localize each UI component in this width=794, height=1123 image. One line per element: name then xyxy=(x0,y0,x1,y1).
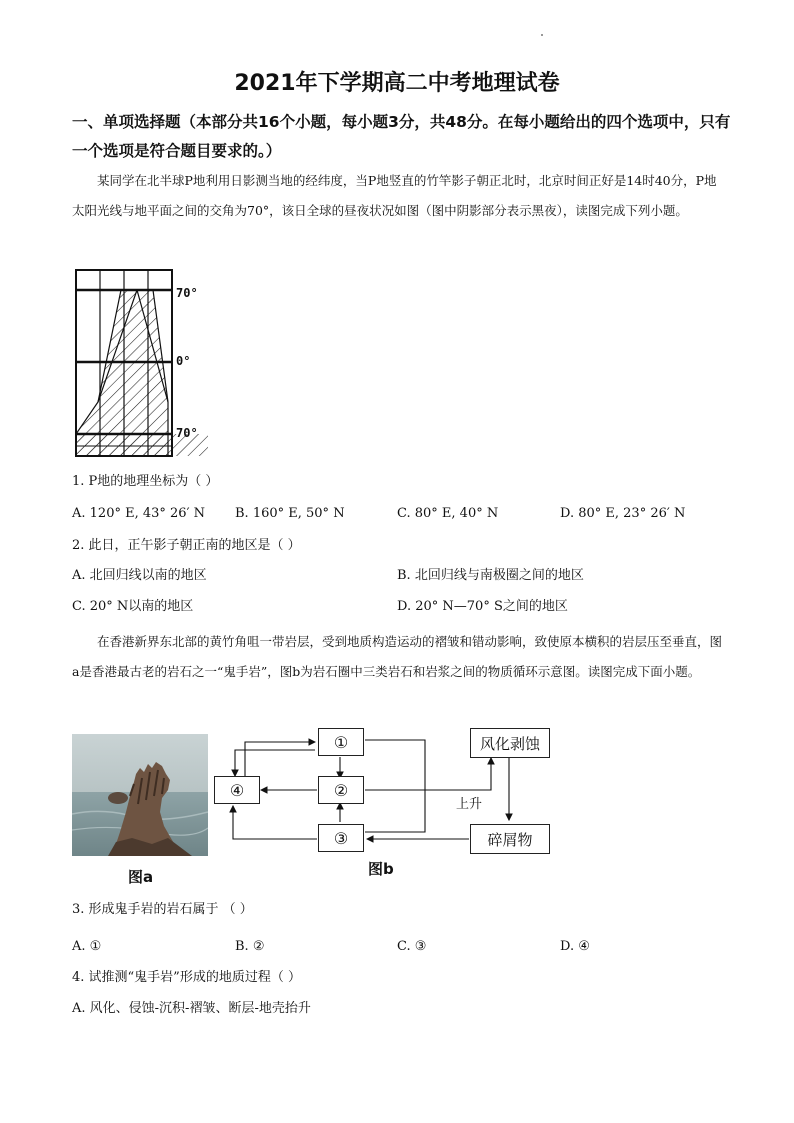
question-3-option-d[interactable]: D. ④ xyxy=(560,939,590,954)
caption-figure-b: 图b xyxy=(368,860,394,878)
question-1-option-b[interactable]: B. 160° E, 50° N xyxy=(235,506,345,521)
question-1-stem: 1. P地的地理坐标为（ ） xyxy=(72,474,219,489)
question-3-option-c[interactable]: C. ③ xyxy=(397,939,427,954)
label-70s: 70° xyxy=(176,426,198,440)
rock-box-2: ② xyxy=(318,776,364,804)
question-1-option-a[interactable]: A. 120° E, 43° 26′ N xyxy=(72,506,206,521)
uplift-label: 上升 xyxy=(456,797,483,812)
rock-box-3: ③ xyxy=(318,824,364,852)
label-70n: 70° xyxy=(176,286,198,300)
rock-box-1: ① xyxy=(318,728,364,756)
question-2-option-a[interactable]: A. 北回归线以南的地区 xyxy=(72,568,207,583)
section-heading: 一、单项选择题（本部分共16个小题，每小题3分，共48分。在每小题给出的四个选项中，只有一个选项是符合题目要求的。） xyxy=(72,113,731,160)
question-2-option-d[interactable]: D. 20° N—70° S之间的地区 xyxy=(397,599,568,614)
question-1-option-d[interactable]: D. 80° E, 23° 26′ N xyxy=(560,506,686,521)
question-2-option-b[interactable]: B. 北回归线与南极圈之间的地区 xyxy=(397,568,584,583)
label-equator: 0° xyxy=(176,354,191,368)
page-title: 2021年下学期高二中考地理试卷 xyxy=(234,71,560,96)
question-3-option-a[interactable]: A. ① xyxy=(72,939,102,954)
question-2-option-c[interactable]: C. 20° N以南的地区 xyxy=(72,599,194,614)
passage-1: 某同学在北半球P地利用日影测当地的经纬度，当P地竖直的竹竿影子朝正北时，北京时间正好是14时40分，P地太阳光线与地平面之间的交角为70°，该日全球的昼夜状况如图（图中阴影部分表示黑夜），读图完成下列小题。 xyxy=(72,173,717,218)
question-1-option-c[interactable]: C. 80° E, 40° N xyxy=(397,506,499,521)
question-4-stem: 4. 试推测“鬼手岩”形成的地质过程（ ） xyxy=(72,970,301,985)
header-dot xyxy=(541,34,543,36)
ghost-hand-rock-photo xyxy=(72,734,208,856)
passage-2: 在香港新界东北部的黄竹角咀一带岩层，受到地质构造运动的褶皱和错动影响，致使原本横积的岩层压至垂直，图a是香港最古老的岩石之一“鬼手岩”，图b为岩石圈中三类岩石和岩浆之间的物质循环示意图。读图完成下面小题。 xyxy=(72,634,723,679)
weathering-box: 风化剥蚀 xyxy=(470,728,550,758)
sediment-box: 碎屑物 xyxy=(470,824,550,854)
question-3-option-b[interactable]: B. ② xyxy=(235,939,265,954)
question-3-stem: 3. 形成鬼手岩的岩石属于 （ ） xyxy=(72,902,253,917)
night-region xyxy=(76,290,168,456)
question-2-stem: 2. 此日，正午影子朝正南的地区是（ ） xyxy=(72,538,301,553)
rock-box-4: ④ xyxy=(214,776,260,804)
question-4-option-a[interactable]: A. 风化、侵蚀-沉积-褶皱、断层-地壳抬升 xyxy=(72,1001,311,1016)
caption-figure-a: 图a xyxy=(128,868,154,886)
